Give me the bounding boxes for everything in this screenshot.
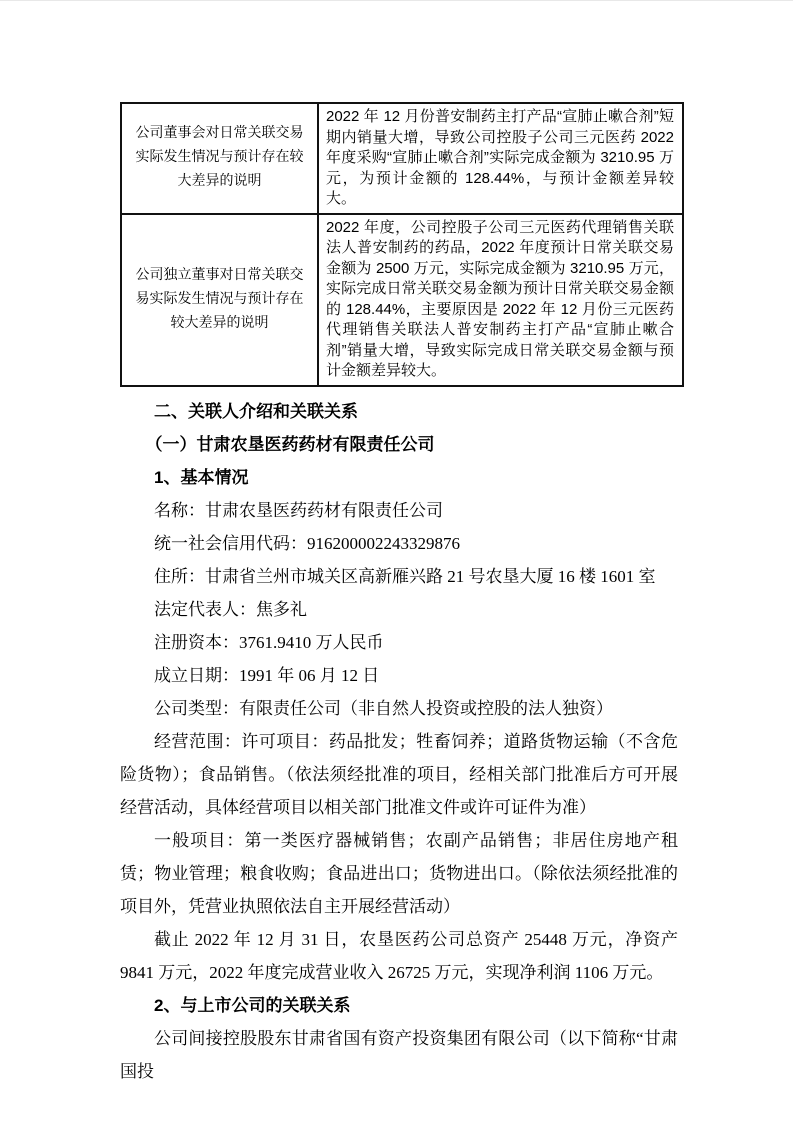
heading-company-subsection: （一）甘肃农垦医药药材有限责任公司 [145, 434, 435, 454]
heading-related-parties-section: 二、关联人介绍和关联关系 [154, 401, 358, 421]
paragraph-company-type: 公司类型：有限责任公司（非自然人投资或控股的法人独资） [154, 698, 613, 718]
paragraph-indirect-controlling-shareholder: 公司间接控股股东甘肃省国有资产投资集团有限公司（以下简称“甘肃国投 [120, 1028, 678, 1081]
paragraph-credit-code: 统一社会信用代码：916200002243329876 [154, 533, 460, 553]
independent-director-statement-content: 2022 年度，公司控股子公司三元医药代理销售关联法人普安制药的药品，2022 年度预计日常关联交易金额为 2500 万元，实际完成金额为 3210.95 万元，实际完成日常关联交易金额为预计日常关联交易金额的 128.44%，主要原因是 2022 年 12 月份三元医药代理销售关联法人普安制药主打产品“宣肺止嗽合剂”销量大增，导致实际完成日常关联交易金额与预计金额差异较大。 [318, 214, 683, 386]
independent-director-statement-label: 公司独立董事对日常关联交易实际发生情况与预计存在较大差异的说明 [121, 214, 318, 386]
paragraph-business-scope-licensed: 经营范围：许可项目：药品批发；牲畜饲养；道路货物运输（不含危险货物）；食品销售。（依法须经批准的项目，经相关部门批准后方可开展经营活动，具体经营项目以相关部门批准文件或许可证件为准） [120, 731, 678, 817]
paragraph-business-scope-general: 一般项目：第一类医疗器械销售；农副产品销售；非居住房地产租赁；物业管理；粮食收购；食品进出口；货物进出口。（除依法须经批准的项目外，凭营业执照依法自主开展经营活动） [120, 830, 678, 916]
paragraph-registered-capital: 注册资本：3761.9410 万人民币 [154, 632, 384, 652]
document-content [0, 1, 793, 1088]
paragraph-address: 住所：甘肃省兰州市城关区高新雁兴路 21 号农垦大厦 16 楼 1601 室 [154, 566, 656, 586]
board-statement-content: 2022 年 12 月份普安制药主打产品“宣肺止嗽合剂”短期内销量大增，导致公司控股子公司三元医药 2022 年度采购“宣肺止嗽合剂”实际完成金额为 3210.95 万元，为预计金额的 128.44%，与预计金额差异较大。 [318, 103, 683, 214]
heading-relationship-with-listed-company: 2、与上市公司的关联关系 [154, 995, 351, 1015]
paragraph-establishment-date: 成立日期：1991 年 06 月 12 日 [154, 665, 380, 685]
heading-basic-information: 1、基本情况 [154, 467, 249, 487]
board-statement-label: 公司董事会对日常关联交易实际发生情况与预计存在较大差异的说明 [121, 103, 318, 214]
paragraph-company-name: 名称：甘肃农垦医药药材有限责任公司 [154, 500, 443, 520]
table-row-board-statement [121, 103, 683, 214]
paragraph-financials: 截止 2022 年 12 月 31 日，农垦医药公司总资产 25448 万元，净资产 9841 万元，2022 年度完成营业收入 26725 万元，实现净利润 1106 万元。 [120, 929, 678, 982]
related-transaction-difference-table [120, 102, 684, 387]
table-row-independent-director-statement [121, 214, 683, 386]
paragraph-legal-representative: 法定代表人：焦多礼 [154, 599, 307, 619]
document-body [120, 395, 678, 1088]
